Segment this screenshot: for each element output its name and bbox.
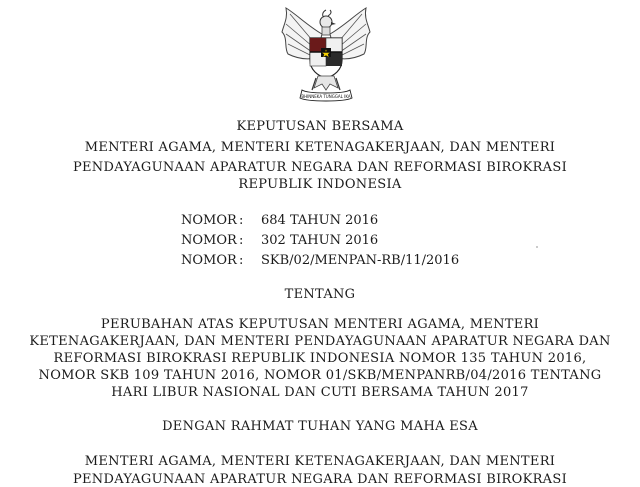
subject-line: NOMOR SKB 109 TAHUN 2016, NOMOR 01/SKB/MENPANRB/04/2016 TENTANG: [38, 368, 602, 383]
header-line: MENTERI AGAMA, MENTERI KETENAGAKERJAAN, DAN MENTERI: [84, 140, 556, 155]
nomor-separator: :: [239, 253, 244, 268]
nomor-value: 302 TAHUN 2016: [261, 233, 379, 248]
header-line: REPUBLIK INDONESIA: [238, 177, 402, 192]
nomor-label: NOMOR: [181, 213, 237, 228]
subject-line: REFORMASI BIROKRASI REPUBLIK INDONESIA NOMOR 135 TAHUN 2016,: [53, 351, 587, 366]
nomor-value: 684 TAHUN 2016: [261, 213, 379, 228]
nomor-row: [181, 253, 459, 268]
emblem-motto: BHINNEKA TUNGGAL IKA: [301, 94, 351, 99]
tentang-heading: TENTANG: [284, 287, 356, 302]
garuda-pancasila-emblem-icon: [278, 4, 374, 104]
closing-line: PENDAYAGUNAAN APARATUR NEGARA DAN REFORMASI BIROKRASI: [72, 472, 568, 487]
nomor-label: NOMOR: [181, 233, 237, 248]
header-line: PENDAYAGUNAAN APARATUR NEGARA DAN REFORMASI BIROKRASI: [72, 160, 568, 175]
nomor-separator: :: [239, 213, 244, 228]
document-title: KEPUTUSAN BERSAMA: [236, 119, 404, 134]
nomor-row: [181, 233, 378, 248]
nomor-separator: :: [239, 233, 244, 248]
subject-line: KETENAGAKERJAAN, DAN MENTERI PENDAYAGUNAAN APARATUR NEGARA DAN: [29, 334, 611, 349]
closing-line: MENTERI AGAMA, MENTERI KETENAGAKERJAAN, DAN MENTERI: [84, 454, 556, 469]
rahmat-line: DENGAN RAHMAT TUHAN YANG MAHA ESA: [162, 419, 478, 434]
nomor-value: SKB/02/MENPAN-RB/11/2016: [261, 253, 460, 268]
subject-line: HARI LIBUR NASIONAL DAN CUTI BERSAMA TAHUN 2017: [111, 385, 529, 400]
nomor-row: [181, 213, 378, 228]
scan-speck: [536, 246, 538, 248]
subject-line: PERUBAHAN ATAS KEPUTUSAN MENTERI AGAMA, MENTERI: [100, 317, 540, 332]
nomor-label: NOMOR: [181, 253, 237, 268]
